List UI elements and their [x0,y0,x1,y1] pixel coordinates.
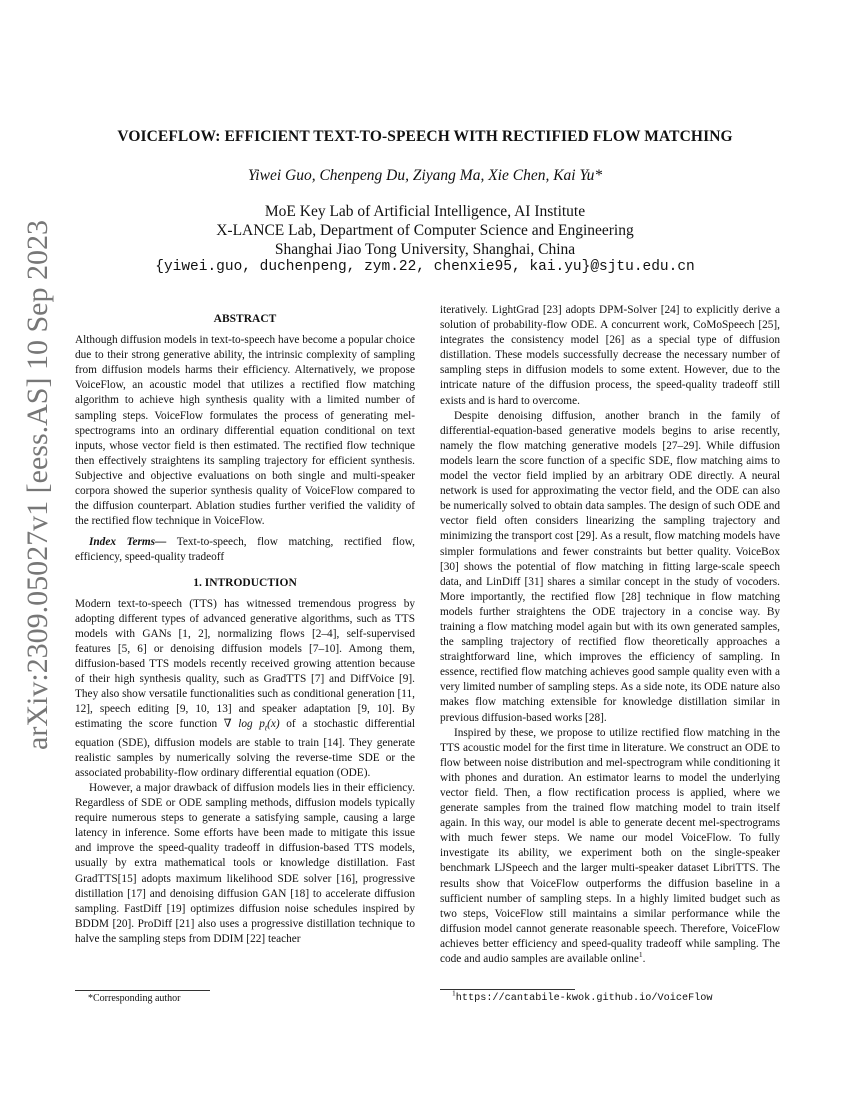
author-emails: {yiwei.guo, duchenpeng, zym.22, chenxie95, kai.yu}@sjtu.edu.cn [155,259,695,275]
footnote-rule-right [440,989,575,990]
intro-paragraph-3: Despite denoising diffusion, another branch in the family of differential-equation-based generative models begins to arise recently, namely the flow matching generative models [27–29]. While diffusion models learn the score function of a specific SDE, flow matching aims to model the vector field implied by an arbitrary ODE directly. A neural network is used for approximating the vector field, and the ODE can also be numerically solved to obtain data samples. The design of such ODE and vector field often considers linearizing the sampling trajectory and minimizing the transport cost [29]. As a result, flow matching models have simpler formulations and fewer constraints but better quality. VoiceBox [30] shows the potential of flow matching in fitting large-scale speech data, and LinDiff [31] shares a similar concept in the study of vocoders. More importantly, the rectified flow [28] technique in flow matching models further straightens the ODE trajectory in a concise way. By training a flow matching model again but with its own generated samples, the sampling trajectory of rectified flow theoretically approaches a straightforward line, which improves the efficiency of sampling. In essence, rectified flow matching achieves good sample quality even with a very limited number of sampling steps. As a side note, its ODE nature also makes flow matching extensible for knowledge distillation similar in previous diffusion-based works [28]. [440,409,780,724]
affiliation-line-3: Shanghai Jiao Tong University, Shanghai, China [274,241,576,258]
intro-paragraph-4: Inspired by these, we propose to utilize rectified flow matching in the TTS acoustic model for the first time in literature. We construct an ODE to flow between noise distribution and mel-spectrogram while conditioning it with phones and duration. An estimator learns to model the underlying vector field. Then, a flow rectification process is applied, where we generate samples from the trained flow matching model to train itself again. In this way, our model is able to generate decent mel-spectrograms with much fewer steps. We name our model VoiceFlow. To fully investigate its ability, we experiment both on the single-speaker benchmark LJSpeech and the larger multi-speaker dataset LibriTTS. The results show that VoiceFlow outperforms the diffusion baseline in a sufficient number of sampling steps. In a highly limited budget such as two steps, VoiceFlow still maintains a similar performance while the diffusion model cannot generate reasonable speech. Therefore, VoiceFlow achieves better efficiency and speed-quality tradeoff while sampling. The code and audio samples are available online$^1$. [440,726,780,966]
left-column [75,312,415,947]
index-terms-text: Text-to-speech, flow matching, rectified flow, efficiency, speed-quality tradeoff [75,536,415,564]
affiliation-line-1: MoE Key Lab of Artificial Intelligence, AI Institute [264,203,586,220]
arxiv-stamp-text: arXiv:2309.05027v1 [eess.AS] 10 Sep 2023 [21,220,54,750]
code-url-footnote: $^1$https://cantabile-kwok.github.io/VoiceFlow [452,988,713,1004]
footnote-marker: 1 [638,950,643,960]
index-terms-label: Index Terms— [89,536,167,549]
intro-paragraph-2-continued: iteratively. LightGrad [23] adopts DPM-Solver [24] to explicitly derive a solution of probability-flow ODE. A concurrent work, CoMoSpeech [25], integrates the consistency model [26] as a special type of diffusion distillation. These models successfully decrease the necessary number of sampling steps in diffusion models to some extent. However, due to the intricate nature of the diffusion process, the speed-quality tradeoff still exists and is hard to overcome. [440,304,780,407]
abstract-text: Although diffusion models in text-to-speech have become a popular choice due to their strong generative ability, the intrinsic complexity of sampling from diffusion models harms their efficiency. Alternatively, we propose VoiceFlow, an acoustic model that utilizes a rectified flow matching algorithm to achieve high synthesis quality with a limited number of sampling steps. VoiceFlow formulates the process of generating mel-spectrograms into an ordinary differential equation conditional on text inputs, whose vector field is then estimated. The rectified flow technique then effectively straightens its sampling trajectory for efficient synthesis. Subjective and objective evaluations on both single and multi-speaker corpora showed the superior synthesis quality of VoiceFlow compared to the diffusion counterpart. Ablation studies further verified the validity of the rectified flow technique in VoiceFlow. [75,334,415,528]
abstract-heading: ABSTRACT [213,313,277,325]
code-url-link[interactable]: https://cantabile-kwok.github.io/VoiceFlow [455,993,713,1004]
introduction-heading: 1. INTRODUCTION [193,576,297,589]
intro-paragraph-2: However, a major drawback of diffusion models lies in their efficiency. Regardless of SDE or ODE sampling methods, diffusion models typically require numerous steps to generate a satisfying sample, causing a large latency in inference. Some efforts have been made to mitigate this issue and improve the speed-quality tradeoff in diffusion-based TTS models, usually by extra mathematical tools or knowledge distillation. Fast GradTTS[15] adopts maximum likelihood SDE solver [16], progressive distillation [17] and denoising diffusion GAN [18] to accelerate diffusion sampling. FastDiff [19] optimizes diffusion noise schedules inspired by BDDM [20]. ProDiff [21] also uses a progressive distillation technique to halve the sampling steps from DDIM [22] teacher [75,781,415,945]
corresponding-author-note: *Corresponding author [88,993,181,1004]
intro-paragraph-1: Modern text-to-speech (TTS) has witnessed tremendous progress by adopting different types of advanced generative algorithms, such as TTS models with GANs [1, 2], normalizing flows [2–4], self-supervised features [5, 6] or denoising diffusion models [7–10]. Among them, diffusion-based TTS models recently received growing attention because of their high synthesis quality, such as GradTTS [7] and DiffVoice [9]. They also show versatile functionalities such as conditional generation [11, 12], speech editing [9, 10, 13] and speaker adaptation [9, 10]. By estimating the score function ∇ $\log p_t(x)$ of a stochastic differential equation (SDE), diffusion models are stable to train [14]. They generate realistic samples by numerically solving the reverse-time SDE or the associated probability-flow ordinary differential equation (ODE). [75,597,415,779]
paper-title: VOICEFLOW: EFFICIENT TEXT-TO-SPEECH WITH RECTIFIED FLOW MATCHING [117,128,733,145]
footnote-rule-left [75,990,210,991]
index-terms [75,535,415,565]
score-function-math: ∇ $\log p_t(x)$ [223,718,280,733]
arxiv-stamp [8,220,68,750]
affiliation-line-2: X-LANCE Lab, Department of Computer Science and Engineering [216,222,634,239]
author-list: Yiwei Guo, Chenpeng Du, Ziyang Ma, Xie Chen, Kai Yu* [247,167,603,184]
right-column [440,303,780,967]
